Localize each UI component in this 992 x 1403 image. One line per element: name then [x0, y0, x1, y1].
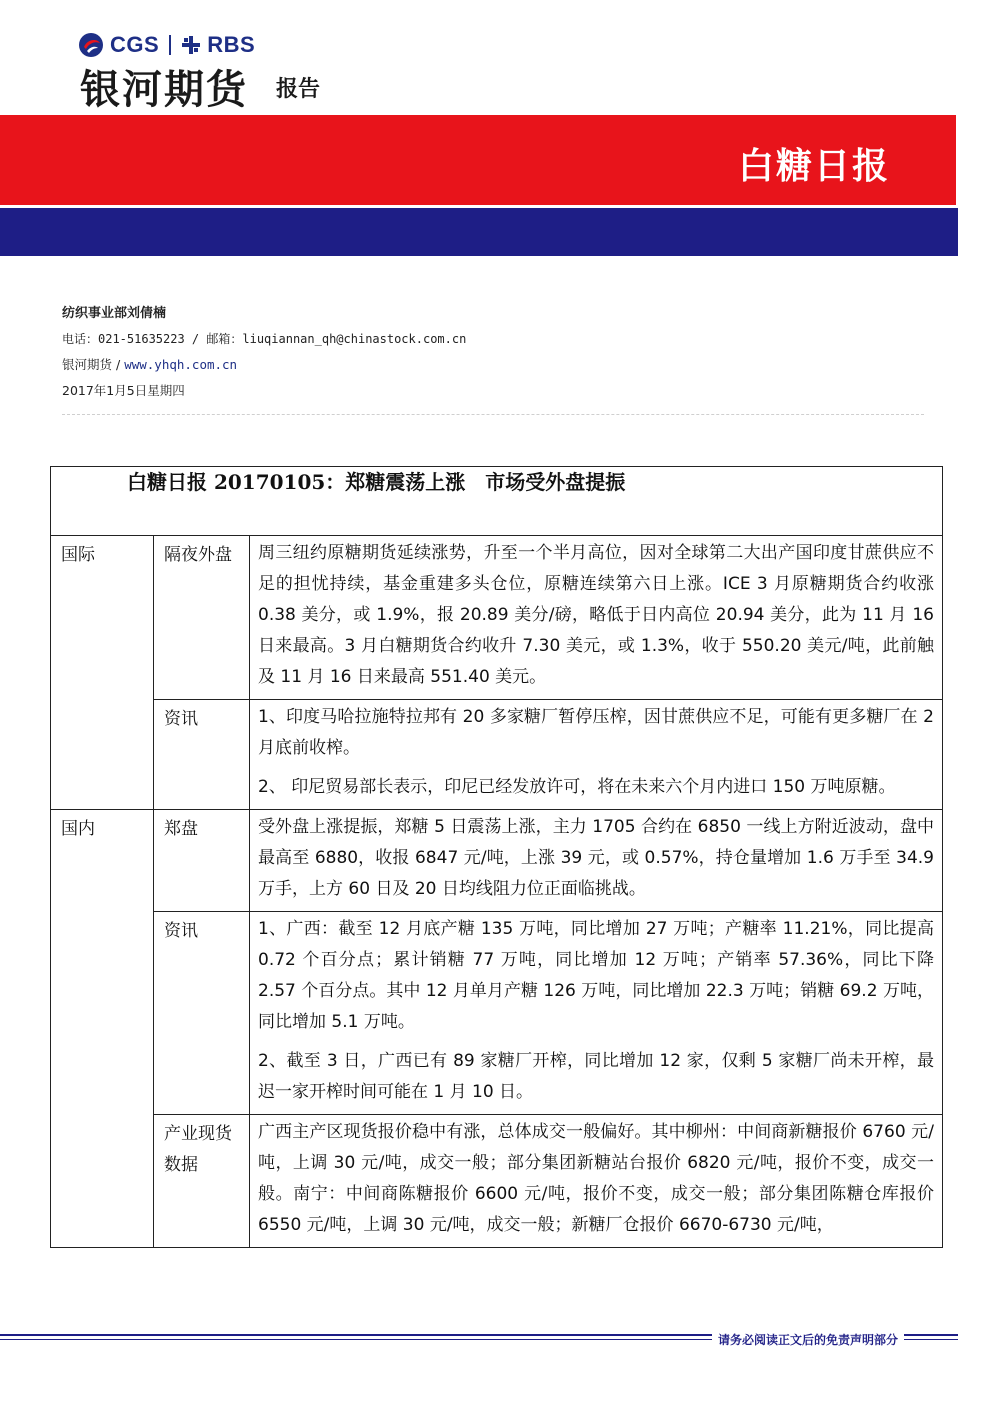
doc-type-title: 白糖日报	[737, 146, 890, 187]
content-cell	[250, 810, 943, 912]
logo-cgs-text: CGS	[110, 32, 160, 57]
rbs-cross-icon	[181, 35, 201, 55]
category-cell: 产业现货数据	[154, 1115, 250, 1248]
region-cell: 国际	[51, 536, 154, 810]
content-paragraph: 周三纽约原糖期货延续涨势，升至一个半月高位，因对全球第二大出产国印度甘蔗供应不足的担忧持续，基金重建多头仓位，原糖连续第六日上涨。ICE 3 月原糖期货合约收涨 0.38 美分，或 1.9%，报 20.89 美分/磅，略低于日内高位 20.94 美分，此为 11 月 16 日来最高。3 月白糖期货合约收升 7.30 美元，或 1.3%，收于 550.20 美元/吨，此前触及 11 月 16 日来最高 551.40 美元。	[258, 543, 934, 687]
category-cell: 资讯	[154, 700, 250, 810]
content-cell	[250, 536, 943, 700]
website-separator: /	[112, 357, 125, 372]
report-row	[51, 810, 943, 912]
contact-line: 电话：021-51635223 / 邮箱：liuqiannan_qh@chinastock.com.cn	[62, 332, 467, 346]
logo-rbs-text: RBS	[207, 32, 256, 57]
content-paragraph: 1、广西：截至 12 月底产糖 135 万吨，同比增加 27 万吨；产糖率 11.21%，同比提高 0.72 个百分点；累计销糖 77 万吨，同比增加 12 万吨；产销率 57.36%，同比下降 2.57 个百分点。其中 12 月单月产糖 126 万吨，同比增加 22.3 万吨；销糖 69.2 万吨，同比增加 5.1 万吨。	[258, 919, 934, 1032]
report-title-row	[51, 467, 943, 536]
header-blue-band	[0, 208, 958, 256]
website-line	[62, 356, 237, 374]
content-cell	[250, 700, 943, 810]
author-line: 纺织事业部刘倩楠	[62, 306, 167, 321]
report-row	[51, 700, 943, 810]
report-date: 2017年1月5日星期四	[62, 383, 185, 398]
dashed-divider	[62, 414, 924, 415]
category-cell: 郑盘	[154, 810, 250, 912]
brand-subtitle: 报告	[276, 77, 321, 102]
report-title-cell	[51, 467, 943, 536]
content-cell	[250, 1115, 943, 1248]
region-cell: 国内	[51, 810, 154, 1248]
company-logo	[78, 30, 255, 60]
content-paragraph: 1、印度马哈拉施特拉邦有 20 多家糖厂暂停压榨，因甘蔗供应不足，可能有更多糖厂在 2 月底前收榨。	[258, 707, 934, 758]
content-paragraph: 广西主产区现货报价稳中有涨，总体成交一般偏好。其中柳州：中间商新糖报价 6760 元/吨，上调 30 元/吨，成交一般；部分集团新糖站台报价 6820 元/吨，报价不变，成交一般。南宁：中间商陈糖报价 6600 元/吨，报价不变，成交一般；部分集团陈糖仓库报价 6550 元/吨，上调 30 元/吨，成交一般；新糖厂仓报价 6670-6730 元/吨，	[258, 1122, 934, 1235]
report-row	[51, 1115, 943, 1248]
content-paragraph: 2、截至 3 日，广西已有 89 家糖厂开榨，同比增加 12 家，仅剩 5 家糖厂尚未开榨，最迟一家开榨时间可能在 1 月 10 日。	[258, 1051, 934, 1102]
brand-title: 银河期货	[80, 67, 248, 113]
report-table	[50, 466, 943, 1248]
cgs-swirl-icon	[78, 32, 104, 58]
footer-disclaimer: 请务必阅读正文后的免责声明部分	[712, 1332, 904, 1348]
report-row	[51, 912, 943, 1115]
content-paragraph: 2、 印尼贸易部长表示，印尼已经发放许可，将在未来六个月内进口 150 万吨原糖。	[258, 777, 896, 797]
content-paragraph: 受外盘上涨提振，郑糖 5 日震荡上涨，主力 1705 合约在 6850 一线上方附近波动，盘中最高至 6880，收报 6847 元/吨，上涨 39 元，或 0.57%，持仓量增加 1.6 万手至 34.9 万手，上方 60 日及 20 日均线阻力位正面临挑战。	[258, 817, 934, 899]
report-title: 白糖日报 20170105：郑糖震荡上涨 市场受外盘提振	[127, 470, 626, 494]
website-link[interactable]: www.yhqh.com.cn	[124, 357, 238, 372]
category-cell: 资讯	[154, 912, 250, 1115]
company-name: 银河期货	[62, 357, 113, 372]
content-cell	[250, 912, 943, 1115]
report-row	[51, 536, 943, 700]
header-red-band	[0, 115, 956, 205]
category-cell: 隔夜外盘	[154, 536, 250, 700]
logo-separator	[169, 35, 171, 55]
